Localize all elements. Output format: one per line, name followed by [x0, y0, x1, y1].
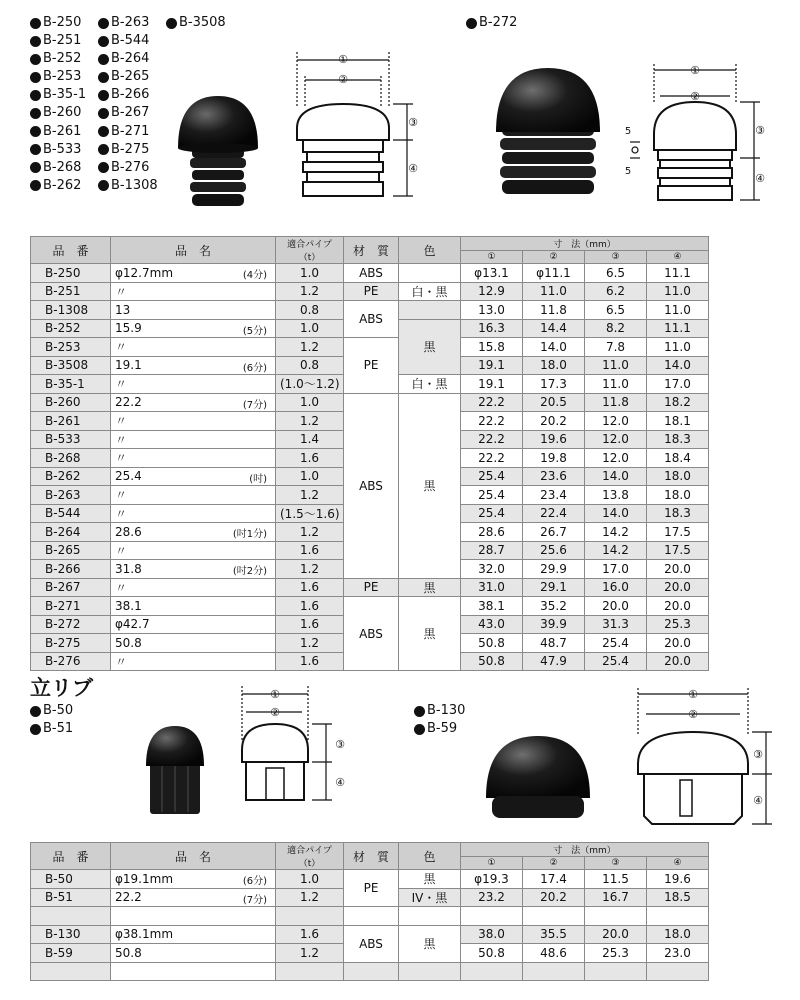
end-cap-dimension-diagram	[285, 48, 425, 208]
svg-text:②: ②	[690, 90, 700, 103]
header-name: 品 名	[111, 237, 276, 264]
list-item: B-261	[30, 123, 86, 141]
table-row: B-544 〃 (1.5〜1.6) 25.4 22.4 14.0 18.3	[31, 504, 709, 523]
header-pipe: 適合パイプ （t）	[276, 843, 344, 870]
table-row: B-252 15.9 (5分) 1.0 黒 16.3 14.4 8.2 11.1	[31, 319, 709, 338]
rib-cap-dimension-diagram	[236, 680, 366, 830]
product-list-col-2	[98, 14, 158, 195]
spec-table-2	[30, 842, 709, 981]
table-row: B-253 〃 1.2 PE 15.8 14.0 7.8 11.0	[31, 338, 709, 357]
table-row: B-1308 13 0.8 ABS 13.0 11.8 6.5 11.0	[31, 301, 709, 320]
header-d4: ④	[647, 857, 709, 870]
list-item: B-59	[414, 720, 465, 738]
header-material: 材 質	[344, 237, 399, 264]
list-item: B-275	[98, 141, 158, 159]
header-color: 色	[399, 843, 461, 870]
table-row: B-264 28.6 (吋1分) 1.2 28.6 26.7 14.2 17.5	[31, 523, 709, 542]
list-item: B-250	[30, 14, 86, 32]
rib-cap-photo	[140, 718, 210, 818]
header-material: 材 質	[344, 843, 399, 870]
list-item: B-264	[98, 50, 158, 68]
list-item: B-50	[30, 702, 73, 720]
table-row: B-268 〃 1.6 22.2 19.8 12.0 18.4	[31, 449, 709, 468]
list-item: B-263	[98, 14, 158, 32]
svg-text:②: ②	[688, 708, 698, 721]
list-item: B-251	[30, 32, 86, 50]
header-code: 品 番	[31, 237, 111, 264]
table-row: B-3508 19.1 (6分) 0.8 19.1 18.0 11.0 14.0	[31, 356, 709, 375]
list-item: B-1308	[98, 177, 158, 195]
list-item: B-276	[98, 159, 158, 177]
table-row: B-275 50.8 1.2 50.8 48.7 25.4 20.0	[31, 634, 709, 653]
dome-cap-dimension-diagram	[632, 684, 782, 834]
table-row-spacer	[31, 962, 709, 981]
list-item: B-271	[98, 123, 158, 141]
table-row: B-266 31.8 (吋2分) 1.2 32.0 29.9 17.0 20.0	[31, 560, 709, 579]
header-d1: ①	[461, 857, 523, 870]
table-row: B-35-1 〃 (1.0〜1.2) 白・黒 19.1 17.3 11.0 17.0	[31, 375, 709, 394]
svg-text:④: ④	[753, 794, 763, 807]
table-row: B-272 φ42.7 1.6 43.0 39.9 31.3 25.3	[31, 615, 709, 634]
featured-product-label: B-272	[466, 14, 517, 32]
svg-text:①: ①	[688, 688, 698, 701]
table-row-spacer	[31, 907, 709, 926]
svg-text:③: ③	[335, 738, 345, 751]
list-item: B-268	[30, 159, 86, 177]
product-list-vertical-rib	[30, 702, 73, 738]
table-row: B-265 〃 1.6 28.7 25.6 14.2 17.5	[31, 541, 709, 560]
table-row: B-276 〃 1.6 50.8 47.9 25.4 20.0	[31, 652, 709, 671]
table-row: B-51 22.2 (7分) 1.2 IV・黒 23.2 20.2 16.7 18.5	[31, 888, 709, 907]
header-code: 品 番	[31, 843, 111, 870]
svg-text:④: ④	[335, 776, 345, 789]
header-d2: ②	[523, 857, 585, 870]
list-item: B-260	[30, 104, 86, 122]
table-row: B-267 〃 1.6 PE 黒 31.0 29.1 16.0 20.0	[31, 578, 709, 597]
list-item: B-262	[30, 177, 86, 195]
list-item: B-266	[98, 86, 158, 104]
product-list-col-3	[166, 14, 226, 32]
section-title: 立リブ	[30, 676, 93, 700]
svg-text:③: ③	[753, 748, 763, 761]
list-item: B-35-1	[30, 86, 86, 104]
header-d3: ③	[585, 857, 647, 870]
large-cap-dimension-diagram	[620, 62, 770, 212]
list-item: B-3508	[166, 14, 226, 32]
svg-text:5: 5	[624, 126, 632, 137]
list-item: B-252	[30, 50, 86, 68]
list-item: B-253	[30, 68, 86, 86]
svg-text:5: 5	[624, 166, 632, 177]
table-row: B-533 〃 1.4 22.2 19.6 12.0 18.3	[31, 430, 709, 449]
header-d3: ③	[585, 251, 647, 264]
svg-text:③: ③	[755, 124, 765, 137]
list-item: B-130	[414, 702, 465, 720]
table-row: B-59 50.8 1.2 50.8 48.6 25.3 23.0	[31, 944, 709, 963]
header-dims: 寸 法（mm）	[461, 237, 709, 251]
table-row: B-130 φ38.1mm 1.6 ABS 黒 38.0 35.5 20.0 18.0	[31, 925, 709, 944]
table-row: B-263 〃 1.2 25.4 23.4 13.8 18.0	[31, 486, 709, 505]
table-row: B-251 〃 1.2 PE 白・黒 12.9 11.0 6.2 11.0	[31, 282, 709, 301]
header-d2: ②	[523, 251, 585, 264]
list-item: B-533	[30, 141, 86, 159]
svg-text:②: ②	[338, 73, 348, 86]
svg-text:③: ③	[408, 116, 418, 129]
header-name: 品 名	[111, 843, 276, 870]
table-row: B-50 φ19.1mm (6分) 1.0 PE 黒 φ19.3 17.4 11.5 19.6	[31, 870, 709, 889]
table-row: B-261 〃 1.2 22.2 20.2 12.0 18.1	[31, 412, 709, 431]
header-d4: ④	[647, 251, 709, 264]
header-color: 色	[399, 237, 461, 264]
table-row: B-260 22.2 (7分) 1.0 ABS 黒 22.2 20.5 11.8 18.2	[31, 393, 709, 412]
header-dims: 寸 法（mm）	[461, 843, 709, 857]
table-row: B-262 25.4 (吋) 1.0 25.4 23.6 14.0 18.0	[31, 467, 709, 486]
list-item: B-544	[98, 32, 158, 50]
list-item: B-51	[30, 720, 73, 738]
list-item: B-265	[98, 68, 158, 86]
table-row: B-271 38.1 1.6 ABS 黒 38.1 35.2 20.0 20.0	[31, 597, 709, 616]
header-pipe: 適合パイプ （t）	[276, 237, 344, 264]
svg-text:④: ④	[408, 162, 418, 175]
svg-text:①: ①	[338, 53, 348, 66]
svg-text:①: ①	[270, 688, 280, 701]
svg-text:④: ④	[755, 172, 765, 185]
header-d1: ①	[461, 251, 523, 264]
product-list-dome	[414, 702, 465, 738]
large-end-cap-photo	[488, 62, 608, 212]
end-cap-photo	[170, 90, 270, 220]
spec-table-1	[30, 236, 709, 671]
svg-text:②: ②	[270, 706, 280, 719]
dome-cap-photo	[478, 726, 598, 826]
table-row: B-250 φ12.7mm (4分) 1.0 ABS φ13.1 φ11.1 6.5 11.1	[31, 264, 709, 283]
product-list-col-1	[30, 14, 86, 195]
list-item: B-267	[98, 104, 158, 122]
svg-text:①: ①	[690, 64, 700, 77]
